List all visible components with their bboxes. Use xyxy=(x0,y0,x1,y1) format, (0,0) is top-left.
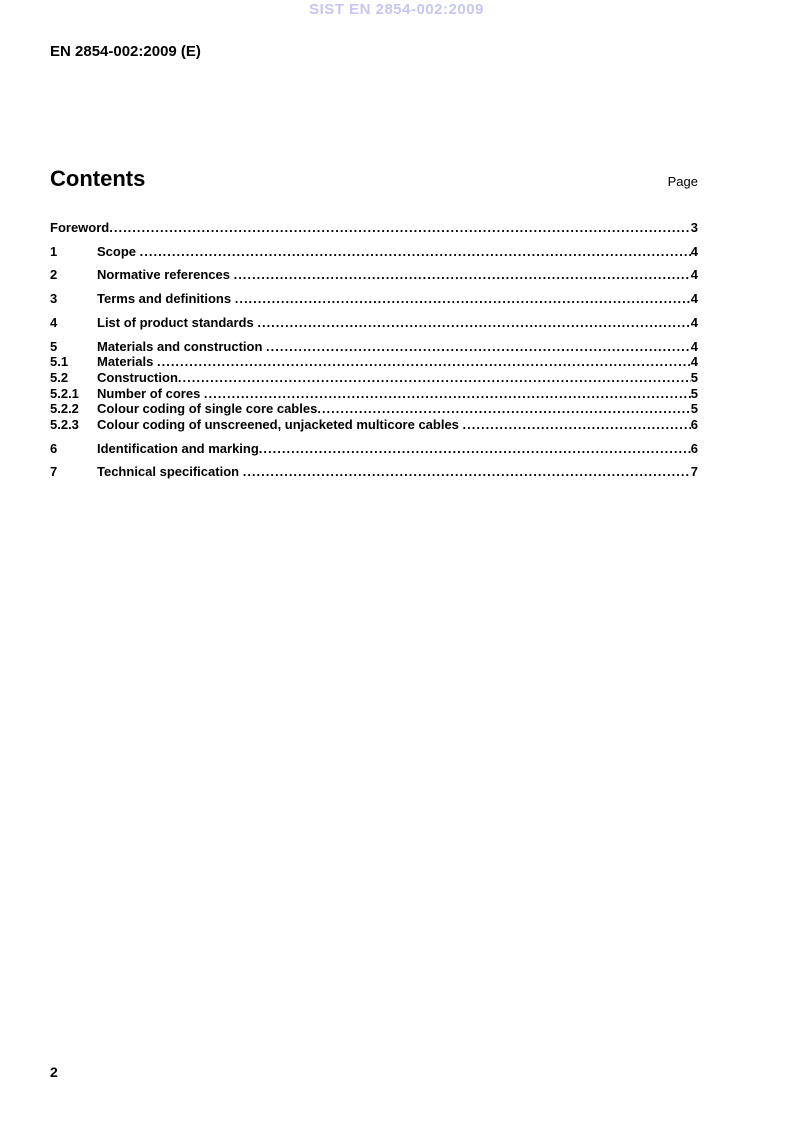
toc-entry-number: 1 xyxy=(50,243,58,259)
toc-entry-page: 5 xyxy=(690,401,698,417)
toc-entry-page: 5 xyxy=(690,385,698,401)
toc-entry-title: List of product standards xyxy=(97,314,258,330)
toc-entry-title: Colour coding of single core cables xyxy=(97,401,318,417)
toc-entry-title: Foreword xyxy=(50,220,110,235)
toc-entry xyxy=(50,244,698,260)
page-number: 2 xyxy=(50,1064,58,1080)
toc-entry-number: 5 xyxy=(50,338,58,354)
toc-dot-leader xyxy=(317,401,690,417)
toc-entry-page: 4 xyxy=(690,243,698,259)
toc-entry-page: 6 xyxy=(690,417,698,433)
contents-title: Contents xyxy=(50,166,146,191)
toc-entry-title: Identification and marking xyxy=(97,440,259,456)
toc-dot-leader xyxy=(266,339,691,355)
toc-entry-number: 5.2.1 xyxy=(50,385,79,401)
table-of-contents xyxy=(50,220,698,480)
toc-entry-number: 5.2.2 xyxy=(50,401,79,417)
toc-entry-title: Colour coding of unscreened, unjacketed multicore cables xyxy=(97,417,463,433)
toc-entry-title: Materials xyxy=(97,354,157,370)
document-reference: EN 2854-002:2009 (E) xyxy=(50,43,201,60)
toc-entry-number: 5.2.3 xyxy=(50,417,79,433)
toc-entry-number: 3 xyxy=(50,291,58,307)
toc-entry-title: Scope xyxy=(97,243,140,259)
toc-dot-leader xyxy=(235,291,691,307)
toc-entry-page: 4 xyxy=(690,314,698,330)
toc-dot-leader xyxy=(157,354,691,370)
toc-entry-page: 7 xyxy=(690,464,698,480)
toc-dot-leader xyxy=(234,267,691,283)
toc-entry xyxy=(50,354,698,370)
page-column-label: Page xyxy=(667,174,698,189)
toc-entry-page: 4 xyxy=(690,267,698,283)
contents-header xyxy=(50,166,698,192)
toc-entry xyxy=(50,339,698,355)
toc-entry-page: 6 xyxy=(690,440,698,456)
toc-entry-number: 5.2 xyxy=(50,369,69,385)
toc-entry xyxy=(50,464,698,480)
toc-entry xyxy=(50,386,698,402)
toc-entry-page: 4 xyxy=(690,291,698,307)
toc-entry-page: 4 xyxy=(690,354,698,370)
toc-entry-title: Number of cores xyxy=(97,385,204,401)
toc-entry-title: Terms and definitions xyxy=(97,291,235,307)
toc-entry-page: 4 xyxy=(690,338,698,354)
toc-entry xyxy=(50,401,698,417)
toc-entry xyxy=(50,417,698,433)
toc-entry xyxy=(50,220,698,236)
toc-dot-leader xyxy=(243,464,691,480)
toc-entry-title: Construction xyxy=(97,369,178,385)
toc-entry-number: 5.1 xyxy=(50,354,69,370)
toc-entry-number: 7 xyxy=(50,464,58,480)
toc-dot-leader xyxy=(204,386,691,402)
toc-entry-number: 6 xyxy=(50,440,58,456)
toc-dot-leader xyxy=(257,315,690,331)
toc-dot-leader xyxy=(463,417,691,433)
watermark-text: SIST EN 2854-002:2009 xyxy=(309,1,484,18)
toc-entry xyxy=(50,441,698,457)
toc-dot-leader xyxy=(259,441,691,457)
toc-dot-leader xyxy=(109,220,691,236)
toc-entry-number: 2 xyxy=(50,267,58,283)
toc-entry-number: 4 xyxy=(50,314,58,330)
toc-entry-title: Materials and construction xyxy=(97,338,267,354)
toc-entry xyxy=(50,370,698,386)
toc-entry-page: 3 xyxy=(690,220,698,235)
toc-dot-leader xyxy=(178,370,691,386)
toc-dot-leader xyxy=(140,244,691,260)
toc-entry xyxy=(50,267,698,283)
toc-entry-page: 5 xyxy=(690,369,698,385)
toc-entry-title: Technical specification xyxy=(97,464,243,480)
toc-entry xyxy=(50,291,698,307)
toc-entry xyxy=(50,315,698,331)
toc-entry-title: Normative references xyxy=(97,267,234,283)
